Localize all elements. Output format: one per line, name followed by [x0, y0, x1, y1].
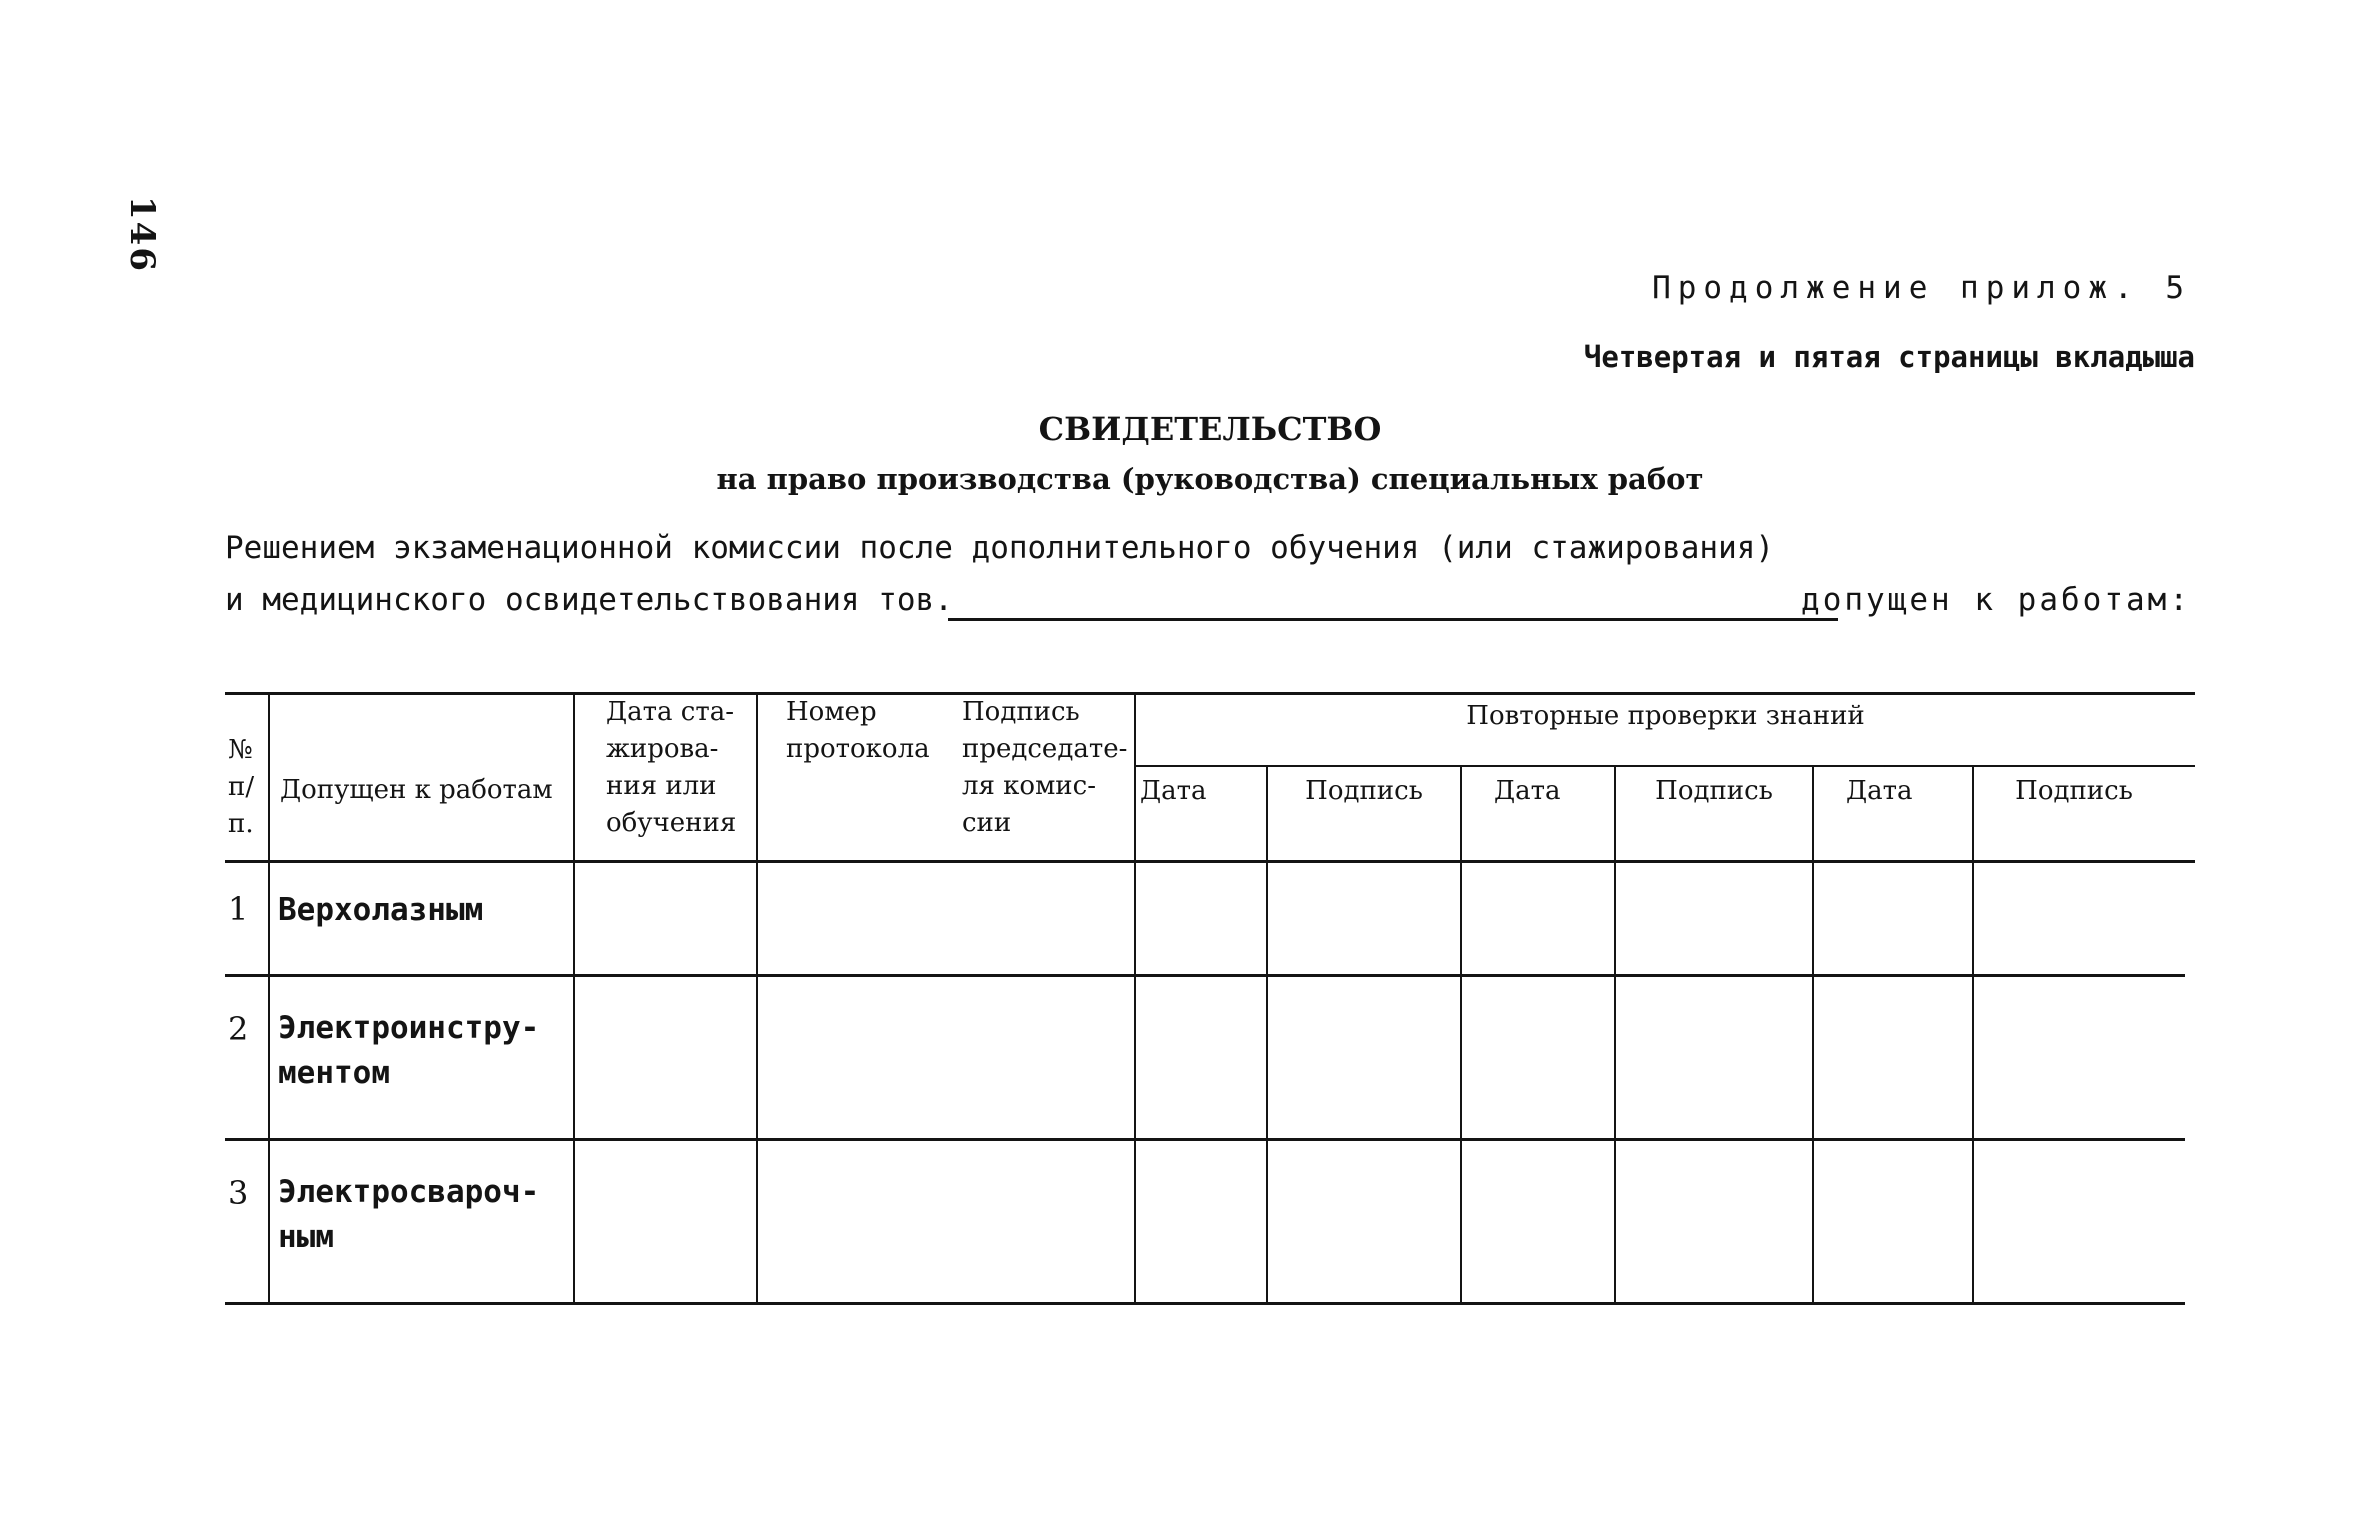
col-divider-sub5 [1972, 765, 1974, 1304]
header-num: № п/ п. [228, 735, 255, 839]
subheader-date-1: Дата [1140, 776, 1207, 806]
col-divider-num [268, 692, 270, 1304]
row-2-label: Электроинстру- ментом [278, 1010, 540, 1091]
col-divider-sub2 [1460, 765, 1462, 1304]
subheader-signature-3: Подпись [2015, 776, 2133, 806]
row-1-bottom-border [225, 974, 2185, 977]
subheader-date-2: Дата [1494, 776, 1561, 806]
header-work: Допущен к работам [280, 775, 553, 805]
decision-text-line1: Решением экзаменационной комиссии после дополнительного обучения (или стажирования) [225, 530, 1775, 566]
col-divider-work [573, 692, 575, 1304]
col-divider-sub4 [1812, 765, 1814, 1304]
col-divider-sub3 [1614, 765, 1616, 1304]
header-protocol: Номер протокола [786, 697, 930, 764]
page-number: 146 [122, 196, 162, 273]
table-bottom-border [225, 1302, 2185, 1305]
row-1-number: 1 [228, 890, 249, 928]
row-2-number: 2 [228, 1010, 249, 1048]
subheader-signature-2: Подпись [1655, 776, 1773, 806]
certificate-subtitle: на право производства (руководства) специальных работ [716, 462, 1704, 496]
subheader-divider [1136, 765, 2195, 767]
row-3-number: 3 [228, 1174, 249, 1212]
table-top-border [225, 692, 2195, 695]
certificate-title: СВИДЕТЕЛЬСТВО [1038, 410, 1382, 448]
row-1-label: Верхолазным [278, 892, 484, 928]
header-date-internship: Дата ста- жирова- ния или обучения [606, 697, 737, 838]
col-divider-date [756, 692, 758, 1304]
header-chair-signature: Подпись председате- ля комис- сии [962, 697, 1128, 838]
name-blank-line[interactable] [948, 618, 1838, 621]
row-2-bottom-border [225, 1138, 2185, 1141]
col-divider-chair [1134, 692, 1136, 1304]
subheader-signature-1: Подпись [1305, 776, 1423, 806]
insert-pages-note: Четвертая и пятая страницы вкладыша [1583, 340, 2195, 374]
appendix-continuation: Продолжение прилож. 5 [1652, 270, 2191, 306]
header-bottom-border [225, 860, 2195, 863]
header-repeat-checks: Повторные проверки знаний [1466, 701, 1865, 731]
decision-text-line2: и медицинского освидетельствования тов. [225, 582, 953, 618]
admitted-text: допущен к работам: [1801, 582, 2191, 618]
subheader-date-3: Дата [1846, 776, 1913, 806]
row-3-label: Электросвароч- ным [278, 1174, 540, 1255]
col-divider-sub1 [1266, 765, 1268, 1304]
